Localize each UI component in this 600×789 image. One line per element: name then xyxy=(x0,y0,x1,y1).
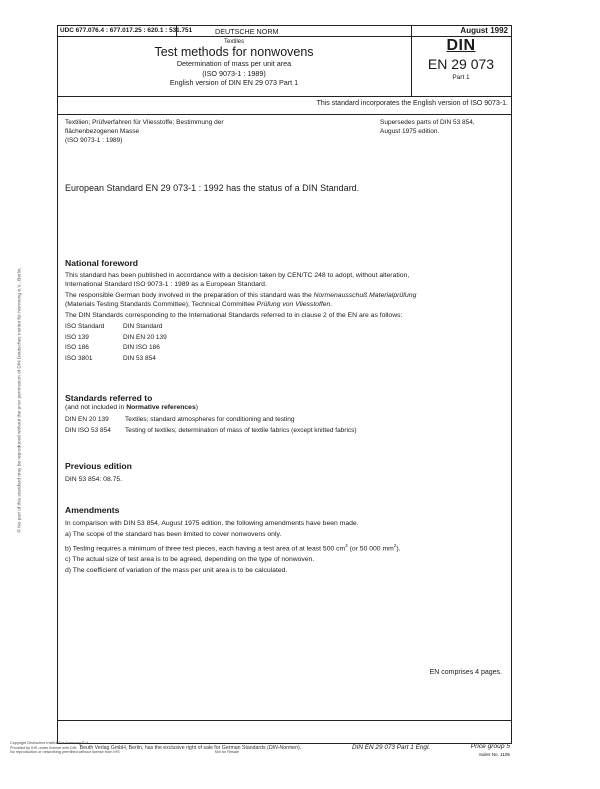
part-label: Part 1 xyxy=(452,74,470,81)
previous-edition-text: DIN 53 854: 08.75. xyxy=(65,476,123,483)
amendment-item: d) The coefficient of variation of the mass per unit area is to be calculated. xyxy=(65,567,288,575)
amendment-b-text-2: (or 50 000 mm xyxy=(347,545,394,553)
foreword-p1-line-1: This standard has been published in accordance with a decision taken by CEN/TC 248 to adopt, without alteration, xyxy=(65,272,410,279)
no-reproduction: No reproduction or networking permitted without license from IHS xyxy=(10,750,120,755)
supersedes-line-2: August 1975 edition. xyxy=(380,128,440,135)
german-title xyxy=(65,118,365,145)
superscript: 2 xyxy=(345,543,348,548)
national-foreword-heading: National foreword xyxy=(65,258,139,268)
status-statement: European Standard EN 29 073-1 : 1992 has the status of a DIN Standard. xyxy=(65,183,360,193)
standards-referred-heading: Standards referred to xyxy=(65,393,153,403)
not-for-resale: Not for Resale xyxy=(214,750,240,755)
subtitle-line-3: English version of DIN EN 29 073 Part 1 xyxy=(169,78,299,87)
standards-referred-section xyxy=(65,393,505,436)
amendment-b-text-3: ). xyxy=(396,545,401,553)
amendment-item: c) The actual size of test area is to be agreed, depending on the type of nonwoven. xyxy=(65,556,315,564)
german-title-line-1: Textilien; Prüfverfahren für Vliesstoffe; Bestimmung der xyxy=(65,119,224,126)
copyright-side-label: © No part of this standard may be reproduced without the prior permission of DIN Deutsches Institut für Normung e.V., Berlin. xyxy=(17,267,23,533)
standard-number: DIN ISO 53 854 xyxy=(65,426,111,434)
footer-left xyxy=(10,741,330,755)
previous-edition-section xyxy=(65,461,505,484)
issue-date: August 1992 xyxy=(460,26,508,35)
amendments-intro: In comparison with DIN 53 854, August 1975 edition, the following amendments have been made. xyxy=(65,520,359,527)
standards-correspondence-table xyxy=(65,322,167,364)
table-row xyxy=(65,426,357,437)
din-normen: DIN-Normen xyxy=(268,744,298,751)
table-cell-iso: ISO 186 xyxy=(65,344,89,351)
copyright-line-1: Copyright Deutsches Institut Fur Normung E.V. xyxy=(10,741,89,745)
amendments-heading: Amendments xyxy=(65,505,120,515)
standards-referred-note xyxy=(65,403,505,412)
foreword-p2-text-2: (Materials Testing Standards Committee), Technical Committee xyxy=(65,301,257,308)
amendment-item xyxy=(65,540,505,554)
amendments-section xyxy=(65,505,505,576)
table-cell-iso: ISO 3801 xyxy=(65,354,93,362)
table-row xyxy=(65,343,167,354)
standard-title: Textiles; standard atmospheres for conditioning and testing xyxy=(125,416,295,423)
table-cell-iso: ISO 139 xyxy=(65,333,89,341)
foreword-paragraph-1 xyxy=(65,271,505,289)
incorporates-rule xyxy=(57,114,511,115)
table-row xyxy=(65,333,167,344)
table-header-row xyxy=(65,322,167,333)
note-text-a: (and not included in xyxy=(65,404,127,411)
amendment-item: a) The scope of the standard has been limited to cover nonwovens only. xyxy=(65,531,282,538)
copyright-side-text xyxy=(14,220,26,580)
standards-referred-table xyxy=(65,415,357,436)
table-row xyxy=(65,354,167,365)
sales-number: Sales No. 1105 xyxy=(478,752,510,757)
previous-edition-heading: Previous edition xyxy=(65,461,132,471)
supersedes-note xyxy=(380,118,508,136)
standard-title: Testing of textiles; determination of mass of textile fabrics (except knitted fabrics) xyxy=(125,426,357,434)
foreword-p2-text: The responsible German body involved in the preparation of this standard was the xyxy=(65,292,314,299)
subtitle-line-2: (ISO 9073-1 : 1989) xyxy=(202,68,266,78)
note-text-bold: Normative references xyxy=(126,404,196,411)
din-box xyxy=(412,37,510,82)
foreword-paragraph-2 xyxy=(65,291,505,309)
page-title: Test methods for nonwovens xyxy=(154,45,314,59)
copyright-license: Provided by IHS under license with DIN xyxy=(10,745,77,750)
supersedes-line-1: Supersedes parts of DIN 53 854, xyxy=(380,119,475,126)
subtitle-line-1: Determination of mass per unit area xyxy=(176,59,292,68)
beuth-note-end: ). xyxy=(297,744,302,751)
german-title-line-2: flächenbezogenen Masse xyxy=(65,128,140,135)
foreword-p1-line-2: International Standard ISO 9073-1 : 1989 as a European Standard. xyxy=(65,281,267,288)
title-block xyxy=(57,38,411,88)
incorporates-note: This standard incorporates the English version of ISO 9073-1. xyxy=(316,100,508,107)
superscript: 2 xyxy=(393,543,397,548)
category-label: Textiles xyxy=(223,39,244,45)
table-row xyxy=(65,415,357,426)
footer-rule xyxy=(57,720,511,721)
table-header-iso: ISO Standard xyxy=(65,323,105,330)
norm-label: DEUTSCHE NORM xyxy=(215,26,279,36)
foreword-paragraph-3: The DIN Standards corresponding to the International Standards referred to in clause 2 of the EN are as follows: xyxy=(65,312,403,319)
copyright-line-3 xyxy=(10,750,330,755)
technical-committee-name: Prüfung von Vliesstoffen. xyxy=(256,301,333,308)
beuth-note: Beuth Verlag GmbH, Berlin, has the exclusive right of sale for German Standards ( xyxy=(79,744,269,751)
note-text-c: ) xyxy=(195,404,198,411)
table-cell-din: DIN EN 20 139 xyxy=(123,333,167,341)
committee-name: Normenausschuß Materialprüfung xyxy=(313,292,417,299)
amendments-list xyxy=(65,518,505,576)
table-cell-din: DIN ISO 186 xyxy=(123,344,160,351)
price-group: Price group 5 xyxy=(470,743,510,750)
doc-number: EN 29 073 xyxy=(427,56,495,72)
german-title-line-3: (ISO 9073-1 : 1989) xyxy=(65,137,123,144)
standard-number: DIN EN 20 139 xyxy=(65,416,109,423)
foreword-p2-line-2 xyxy=(65,300,505,309)
national-foreword-section xyxy=(65,258,505,364)
title-block-rule xyxy=(57,96,511,97)
foreword-p2-line-1 xyxy=(65,291,505,300)
amendment-b-text: b) Testing requires a minimum of three test pieces, each having a test area of at least 500 cm xyxy=(65,545,346,553)
table-cell-din: DIN 53 854 xyxy=(123,354,156,362)
table-header-din: DIN Standard xyxy=(123,323,163,330)
din-logo: DIN xyxy=(446,37,476,54)
udc-code: UDC 677.076.4 : 677.017.25 : 620.1 : 531.751 xyxy=(60,27,193,34)
en-comprises-note: EN comprises 4 pages. xyxy=(429,669,502,676)
footer-doc-ref: DIN EN 29 073 Part 1 Engl. xyxy=(352,744,431,751)
